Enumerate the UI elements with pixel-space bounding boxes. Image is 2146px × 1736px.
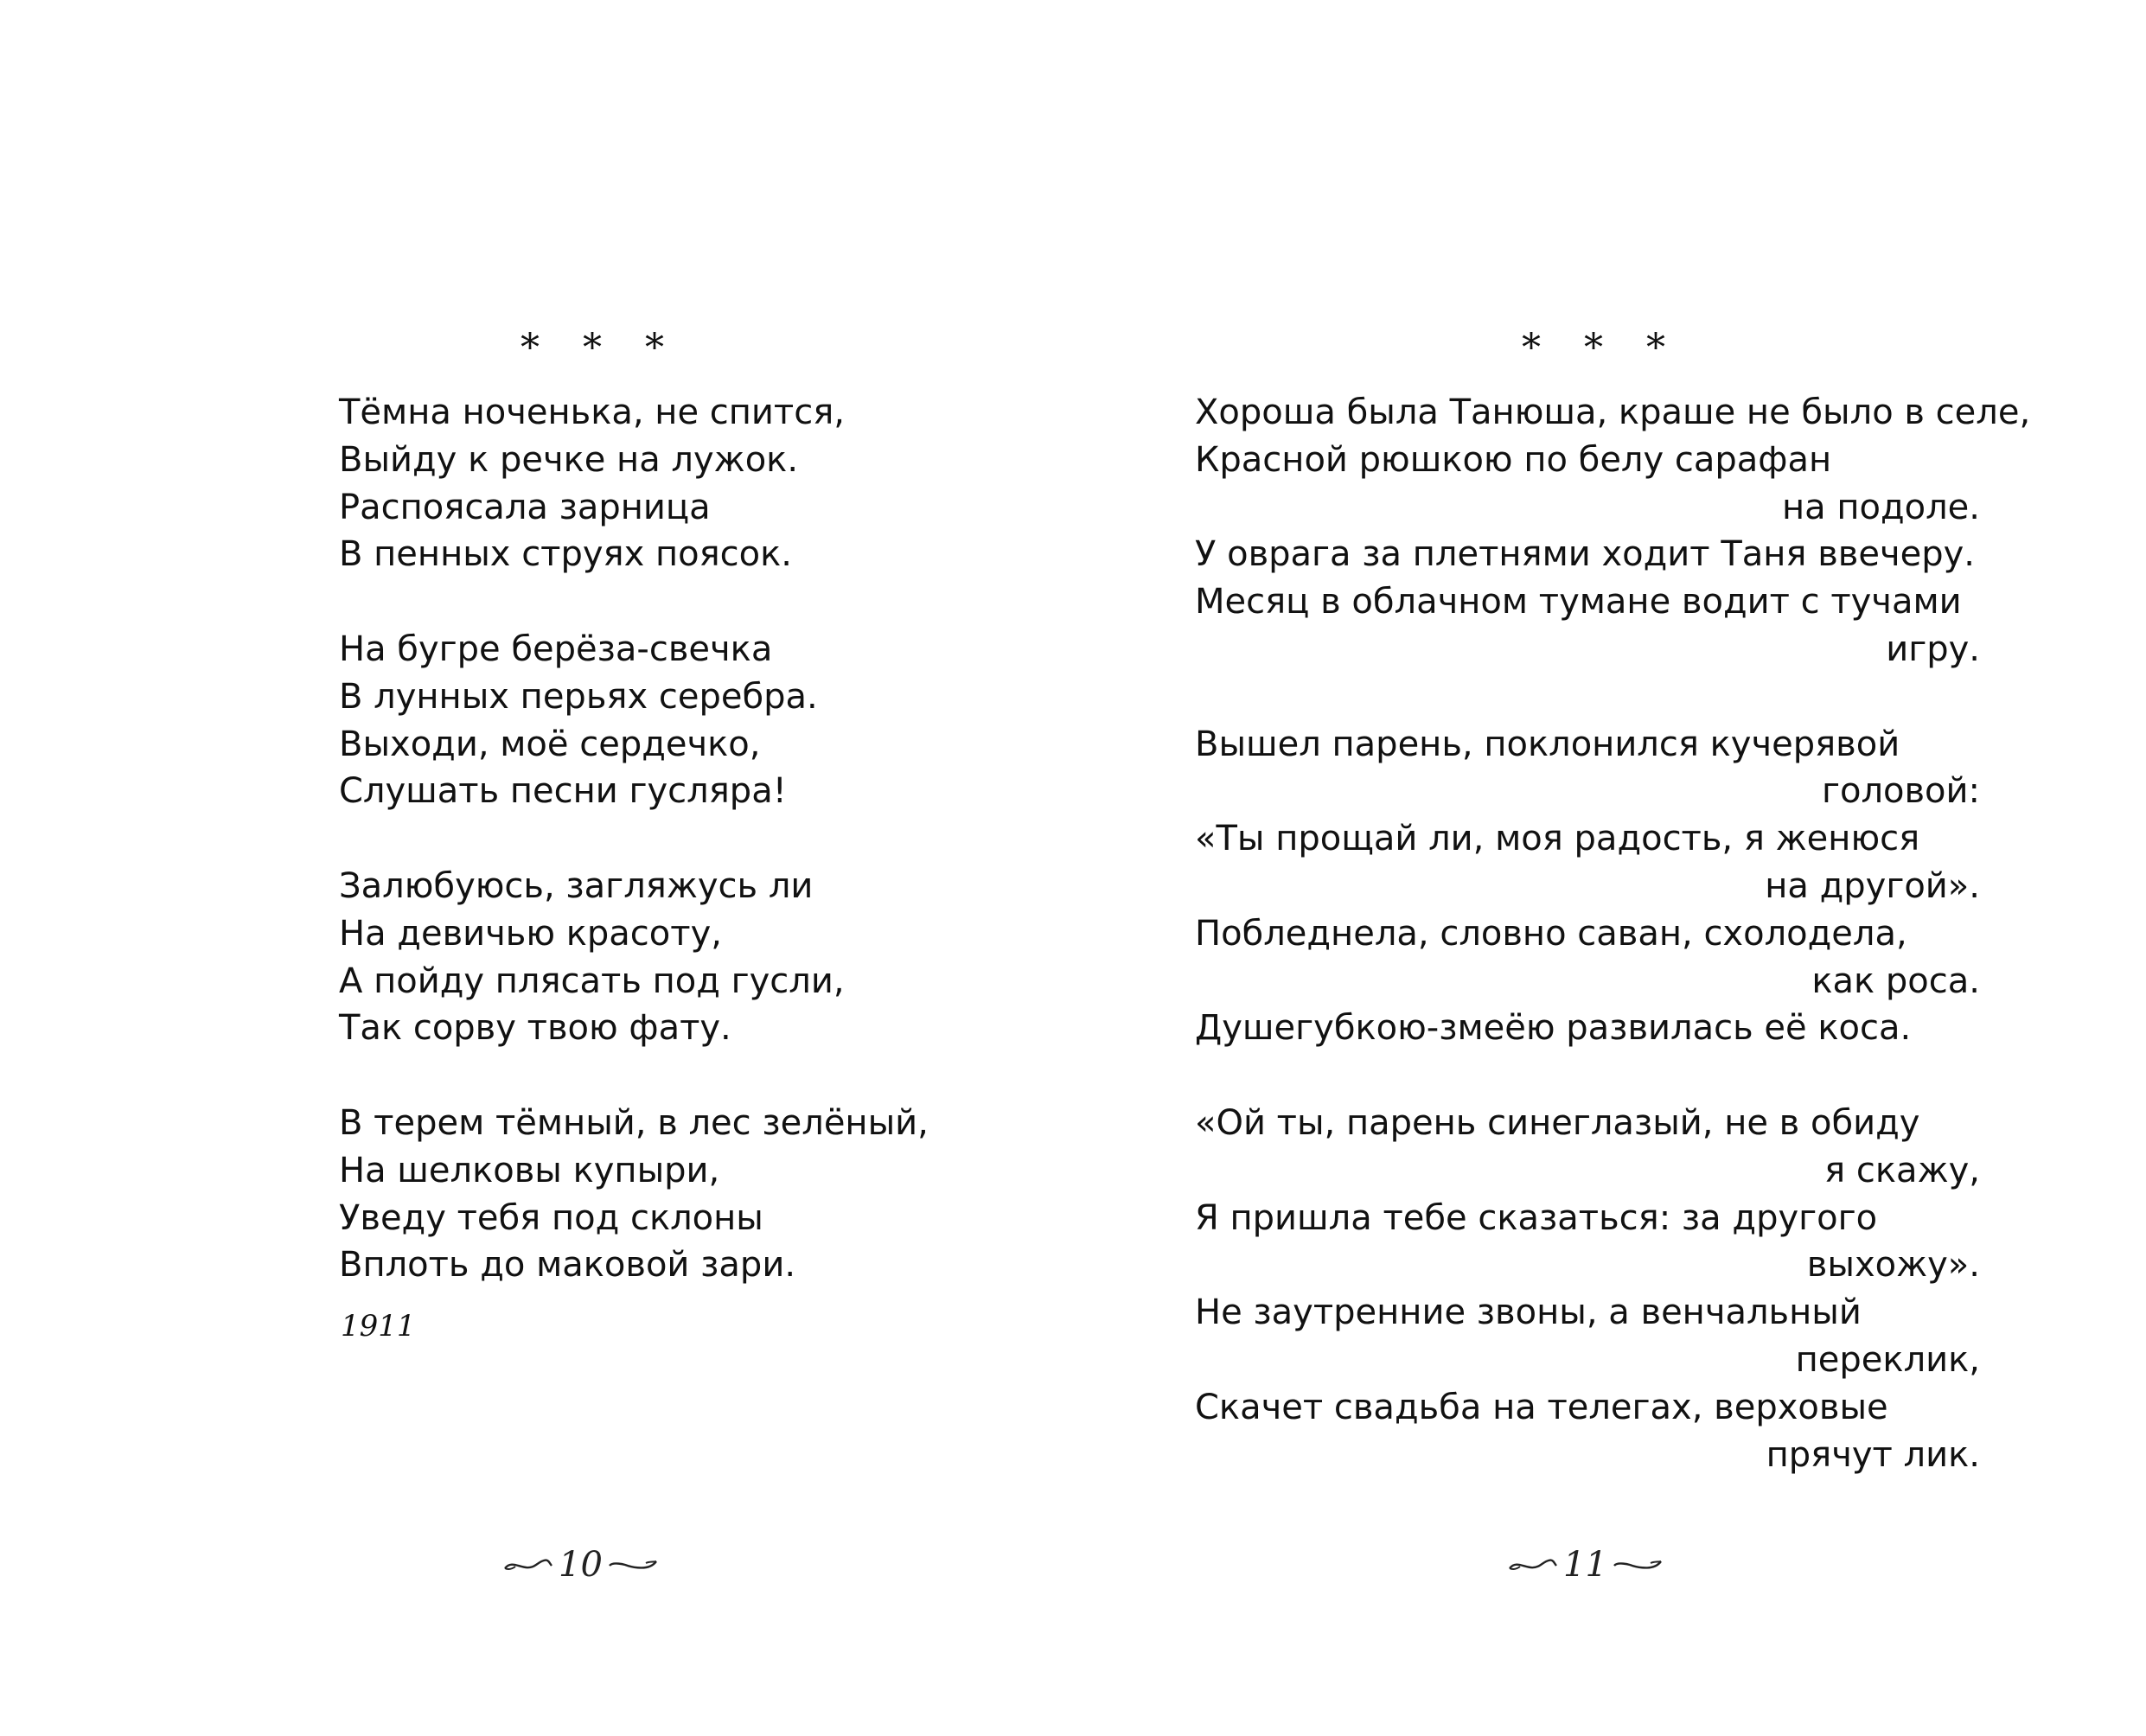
stanza — [339, 626, 1013, 815]
verse-line: Так сорву твою фату. — [339, 1008, 731, 1049]
verse-line-continuation: я скажу, — [1824, 1150, 1980, 1190]
stanza — [1195, 389, 2031, 673]
verse-line: Хороша была Танюша, краше не было в селе, — [1195, 393, 2031, 432]
verse-line: У оврага за плетнями ходит Таня ввечеру. — [1195, 534, 1975, 575]
poem-date: 1911 — [341, 1309, 416, 1343]
stanza — [339, 863, 1013, 1052]
verse-line: Выходи, моё сердечко, — [339, 724, 761, 764]
verse-line-continuation: игру. — [1886, 629, 1980, 669]
verse-line-continuation: на подоле. — [1781, 487, 1980, 527]
verse-line: На бугре берёза-свечка — [339, 629, 773, 669]
verse-line-continuation: прячут лик. — [1766, 1434, 1980, 1475]
verse-line: Тёмна ноченька, не спится, — [339, 393, 845, 432]
verse-line: А пойду плясать под гусли, — [339, 961, 845, 1001]
verse-line-continuation: как роса. — [1811, 961, 1980, 1001]
verse-line: «Ты прощай ли, моя радость, я женюся — [1195, 819, 1920, 859]
verse-line: Уведу тебя под склоны — [339, 1197, 763, 1238]
verse-line: Скачет свадьба на телегах, верховые — [1195, 1387, 1888, 1427]
page-number-right — [1506, 1539, 1664, 1591]
verse-line: Побледнела, словно саван, схолодела, — [1195, 913, 1907, 954]
verse-line: «Ой ты, парень синеглазый, не в обиду — [1195, 1102, 1920, 1143]
verse-line-continuation: головой: — [1821, 771, 1980, 812]
verse-line: На шелковы купыри, — [339, 1150, 720, 1190]
verse-line: Месяц в облачном тумане водит с тучами — [1195, 582, 1962, 622]
page-number: 11 — [1563, 1545, 1607, 1585]
verse-line: Вплоть до маковой зари. — [339, 1245, 796, 1286]
right-flourish-icon — [608, 1554, 660, 1575]
left-flourish-icon — [501, 1554, 553, 1575]
verse-line: Слушать песни гусляра! — [339, 771, 787, 812]
verse-line: В лунных перьях серебра. — [339, 676, 818, 717]
verse-line: Выйду к речке на лужок. — [339, 439, 799, 480]
stanza — [1195, 1100, 1980, 1478]
left-page — [339, 0, 1013, 1736]
verse-line-continuation: на другой». — [1765, 865, 1980, 906]
verse-line-continuation: переклик, — [1795, 1339, 1980, 1380]
verse-line: Красной рюшкою по белу сарафан — [1195, 439, 1832, 480]
verse-line: Я пришла тебе сказаться: за другого — [1195, 1197, 1878, 1238]
verse-line: На девичью красоту, — [339, 913, 722, 954]
left-flourish-icon — [1506, 1554, 1558, 1575]
verse-line-continuation: выхожу». — [1806, 1245, 1980, 1286]
section-separator: * * * — [1522, 326, 1681, 370]
stanza — [339, 1100, 1013, 1289]
right-flourish-icon — [1613, 1554, 1664, 1575]
stanza — [339, 389, 1013, 578]
right-page — [1195, 0, 2031, 1736]
verse-line: В терем тёмный, в лес зелёный, — [339, 1102, 929, 1143]
verse-line: Вышел парень, поклонился кучерявой — [1195, 724, 1900, 764]
verse-line: Душегубкою-змеёю развилась её коса. — [1195, 1008, 1912, 1049]
page-number-left — [501, 1539, 660, 1591]
poem — [1195, 389, 2031, 1478]
section-separator: * * * — [521, 326, 680, 370]
poem — [339, 389, 1013, 1289]
verse-line: Распоясала зарница — [339, 487, 711, 527]
page-number: 10 — [559, 1545, 603, 1585]
stanza — [1195, 721, 1980, 1053]
verse-line: Не заутренние звоны, а венчальный — [1195, 1292, 1862, 1333]
verse-line: В пенных струях поясок. — [339, 534, 793, 575]
verse-line: Залюбуюсь, загляжусь ли — [339, 865, 814, 906]
